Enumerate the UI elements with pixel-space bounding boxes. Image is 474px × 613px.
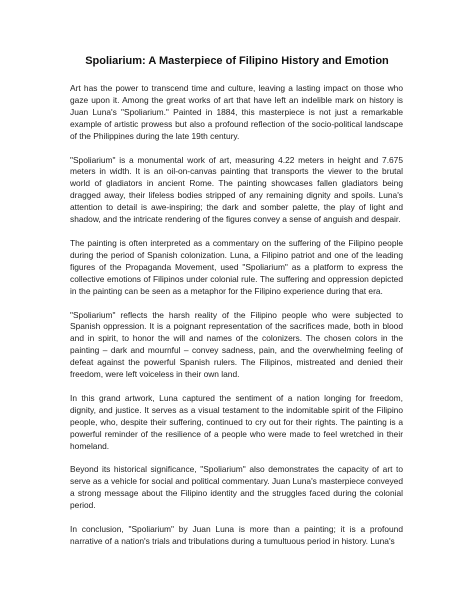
paragraph-3: The painting is often interpreted as a commentary on the suffering of the Filipino people during the period of Spanish colonization. Luna, a Filipino patriot and one of the leading figures of the Propaganda Movement, used "Spoliarium" as a platform to express the collective emotions of Filipinos under colonial rule. The suffering and oppression depicted in the painting can be seen as a metaphor for the Filipino experience during that era. bbox=[70, 237, 403, 296]
document-title: Spoliarium: A Masterpiece of Filipino History and Emotion bbox=[85, 55, 389, 67]
paragraph-6: Beyond its historical significance, "Spoliarium" also demonstrates the capacity of art to serve as a vehicle for social and political commentary. Juan Luna's masterpiece conveyed a strong message about the Filipino identity and the struggles faced during the colonial period. bbox=[70, 464, 403, 511]
document-body bbox=[70, 83, 403, 560]
paragraph-1: Art has the power to transcend time and culture, leaving a lasting impact on those who gaze upon it. Among the great works of art that have left an indelible mark on history is Juan Luna's "Spoliarium." Painted in 1884, this masterpiece is not just a remarkable example of artistic prowess but also a profound reflection of the socio-political landscape of the Philippines during the late 19th century. bbox=[70, 83, 403, 141]
paragraph-7: In conclusion, "Spoliarium" by Juan Luna is more than a painting; it is a profound narrative of a nation's trials and tribulations during a tumultuous period in history. Luna's bbox=[70, 524, 403, 546]
paragraph-2: "Spoliarium" is a monumental work of art, measuring 4.22 meters in height and 7.675 meters in width. It is an oil-on-canvas painting that transports the viewer to the brutal world of gladiators in ancient Rome. The painting showcases fallen gladiators being dragged away, their lifeless bodies stripped of any remaining dignity and spoils. Luna's attention to detail is awe-inspiring; the dark and somber palette, the play of light and shadow, and the intricate rendering of the figures convey a sense of anguish and despair. bbox=[70, 154, 403, 225]
paragraph-5: In this grand artwork, Luna captured the sentiment of a nation longing for freedom, dignity, and justice. It serves as a visual testament to the indomitable spirit of the Filipino people, who, despite their suffering, continued to cry out for their rights. The painting is a powerful reminder of the resilience of a people who were made to feel wretched in their homeland. bbox=[70, 392, 403, 451]
paragraph-4: "Spoliarium" reflects the harsh reality of the Filipino people who were subjected to Spanish oppression. It is a poignant representation of the sacrifices made, both in blood and in spirit, to honor the will and names of the colonizers. The chosen colors in the painting – dark and mournful – convey sadness, pain, and the overwhelming feeling of defeat against the powerful Spanish rulers. The Filipinos, mistreated and denied their freedom, were left voiceless in their own land. bbox=[70, 309, 403, 380]
